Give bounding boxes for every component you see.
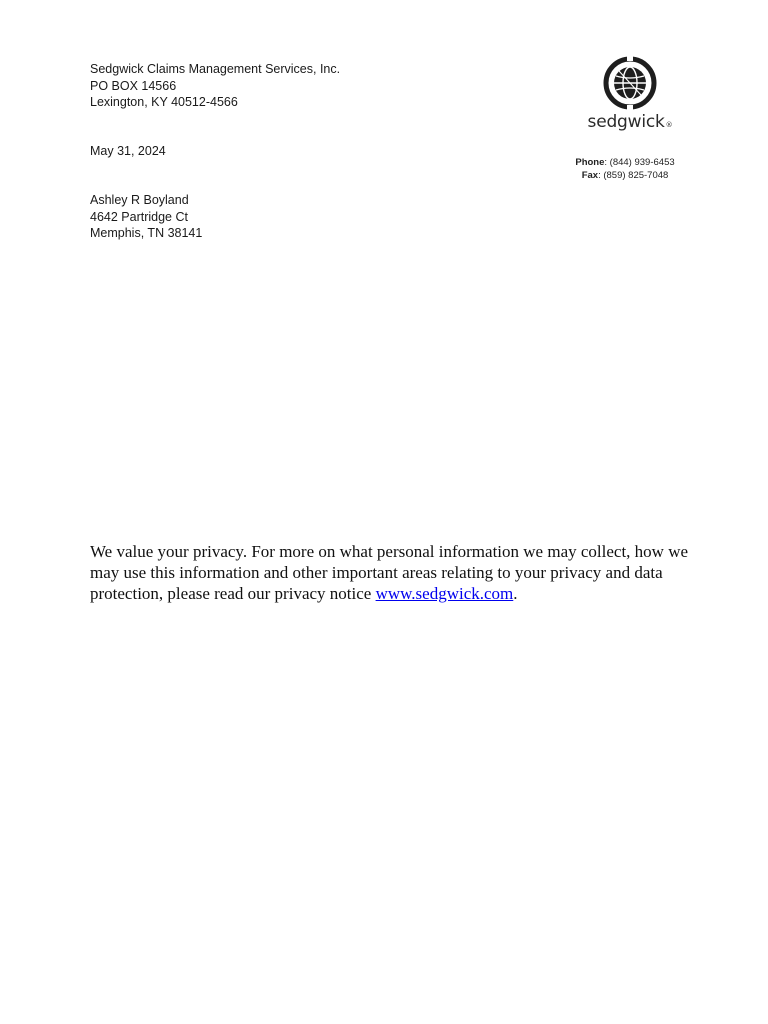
recipient-city-state-zip: Memphis, TN 38141 [90,226,203,240]
sender-city-state-zip: Lexington, KY 40512-4566 [90,95,238,109]
privacy-notice [90,541,690,604]
fax-label: Fax [581,170,599,181]
sender-address [90,61,340,111]
contact-info [560,156,690,182]
sender-company: Sedgwick Claims Management Services, Inc. [90,62,341,76]
recipient-street: 4642 Partridge Ct [90,209,188,224]
fax-number: : (859) 825-7048 [598,170,669,181]
phone-number: : (844) 939-6453 [604,157,675,168]
fax-line [560,169,690,182]
sedgwick-logo [580,56,680,136]
sender-po-box: PO BOX 14566 [90,78,177,93]
phone-label: Phone [575,157,605,168]
recipient-name: Ashley R Boyland [90,193,189,207]
phone-line [560,156,690,169]
privacy-link[interactable]: www.sedgwick.com [375,584,514,603]
privacy-trailing: . [513,584,518,603]
recipient-address [90,192,202,242]
letter-date: May 31, 2024 [90,144,166,158]
sedgwick-wordmark: sedgwick® [587,112,673,132]
privacy-text: We value your privacy. For more on what personal information we may collect, how we may use this information and other important areas relating to your privacy and data protection, please read our privacy notice [90,542,689,603]
globe-icon [603,56,657,110]
registered-mark: ® [665,121,673,129]
